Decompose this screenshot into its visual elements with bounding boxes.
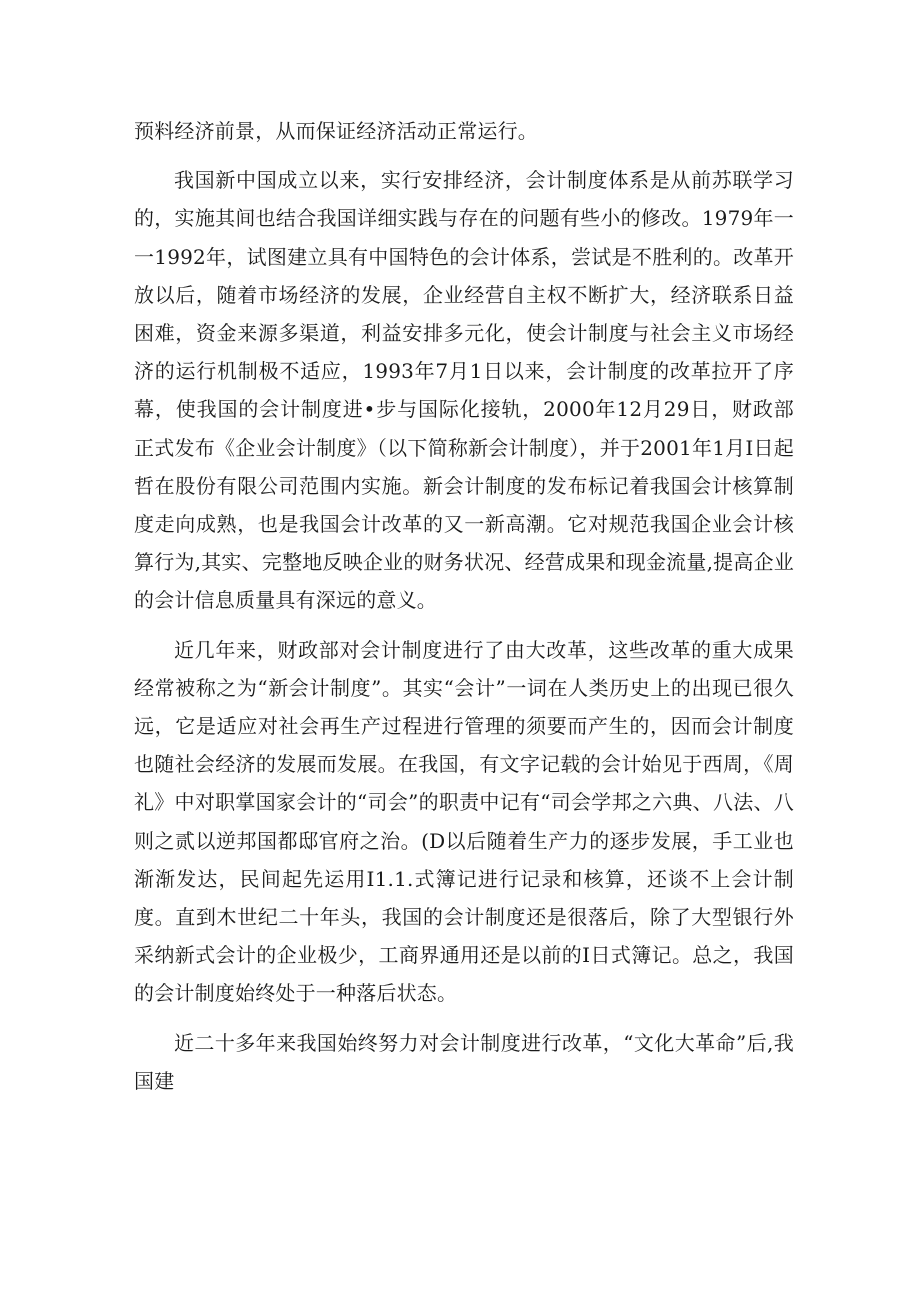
paragraph-2: 我国新中国成立以来，实行安排经济，会计制度体系是从前苏联学习的，实施其间也结合我国详细实践与存在的问题有些小的修改。1979年一一1992年，试图建立具有中国特色的会计体系，尝试是不胜利的。改革开放以后，随着市场经济的发展，企业经营自主权不断扩大，经济联系日益困难，资金来源多渠道，利益安排多元化，使会计制度与社会主义市场经济的运行机制极不适应，1993年7月1日以来，会计制度的改革拉开了序幕，使我国的会计制度进•步与国际化接轨，2000年12月29日，财政部正式发布《企业会计制度》（以下简称新会计制度），并于2001年1月I日起哲在股份有限公司范围内实施。新会计制度的发布标记着我国会计核算制度走向成熟，也是我国会计改革的又一新高潮。它对规范我国企业会计核算行为,其实、完整地反映企业的财务状况、经营成果和现金流量,提高企业的会计信息质量具有深远的意义。 xyxy=(134,168,794,613)
paragraph-3: 近几年来，财政部对会计制度进行了由大改革，这些改革的重大成果经常被称之为“新会计制度”。其实“会计”一词在人类历史上的出现已很久远，它是适应对社会再生产过程进行管理的须要而产生的，因而会计制度也随社会经济的发展而发展。在我国，有文字记载的会计始见于西周，《周礼》中对职掌国家会计的“司会”的职责中记有“司会学邦之六典、八法、八则之贰以逆邦国都邸官府之治。(D以后随着生产力的逐步发展，手工业也渐渐发达，民间起先运用I1.1.式簿记进行记录和核算，还谈不上会计制度。直到木世纪二十年头，我国的会计制度还是很落后，除了大型银行外采纳新式会计的企业极少，工商界通用还是以前的I日式簿记。总之，我国的会计制度始终处于一种落后状态。 xyxy=(134,637,794,1006)
body-text xyxy=(134,112,794,1100)
paragraph-1: 预料经济前景，从而保证经济活动正常运行。 xyxy=(134,119,538,143)
paragraph-4: 近二十多年来我国始终努力对会计制度进行改革，“文化大革命”后,我国建 xyxy=(134,1030,794,1093)
